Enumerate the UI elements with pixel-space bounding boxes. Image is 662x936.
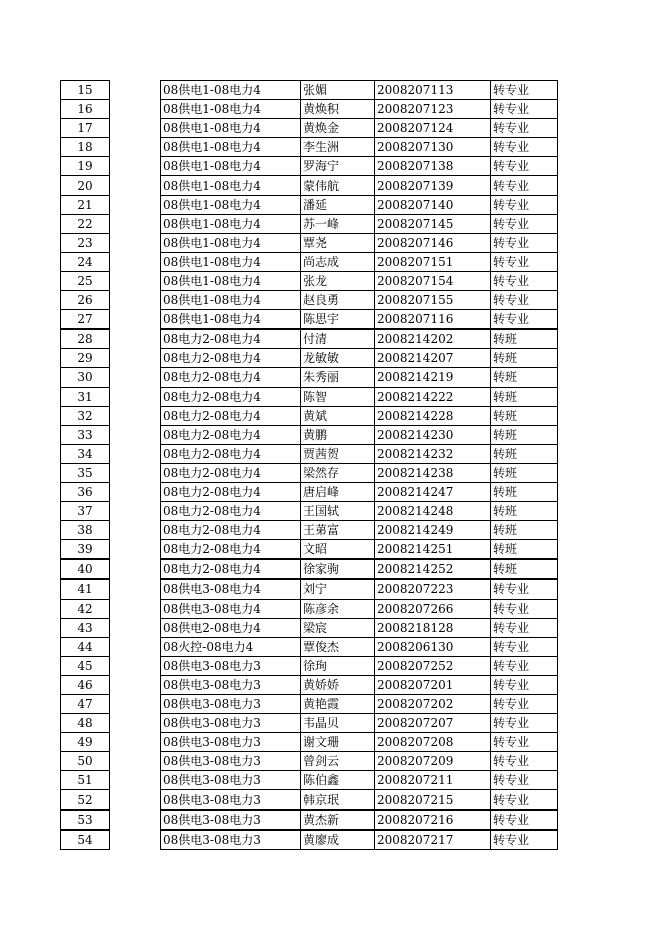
table-row xyxy=(61,100,558,119)
table-row xyxy=(61,444,558,463)
row-number-cell[interactable]: 54 xyxy=(61,830,110,850)
class-transfer-cell[interactable]: 08供电1-08电力4 xyxy=(161,195,301,214)
table-row xyxy=(61,349,558,368)
blank-cell[interactable] xyxy=(110,119,161,138)
student-id-cell[interactable]: 2008207202 xyxy=(375,695,491,714)
class-transfer-cell[interactable]: 08电力2-08电力4 xyxy=(161,540,301,560)
student-name-cell[interactable]: 韩京珉 xyxy=(301,790,375,810)
student-name-cell[interactable]: 梁然存 xyxy=(301,463,375,482)
transfer-type-cell[interactable]: 转班 xyxy=(491,502,558,521)
blank-cell[interactable] xyxy=(110,675,161,694)
table-row xyxy=(61,656,558,675)
student-name-cell[interactable]: 曾剑云 xyxy=(301,752,375,771)
row-number-cell[interactable]: 23 xyxy=(61,233,110,252)
student-id-cell[interactable]: 2008207146 xyxy=(375,233,491,252)
transfer-type-cell[interactable]: 转专业 xyxy=(491,675,558,694)
table-row xyxy=(61,579,558,599)
student-name-cell[interactable]: 黄鹏 xyxy=(301,425,375,444)
transfer-type-cell[interactable]: 转班 xyxy=(491,482,558,501)
student-id-cell[interactable]: 2008207217 xyxy=(375,830,491,850)
student-id-cell[interactable]: 2008207201 xyxy=(375,675,491,694)
student-id-cell[interactable]: 2008207252 xyxy=(375,656,491,675)
class-transfer-cell[interactable]: 08供电1-08电力4 xyxy=(161,310,301,330)
class-transfer-cell[interactable]: 08供电3-08电力3 xyxy=(161,656,301,675)
student-id-cell[interactable]: 2008214232 xyxy=(375,444,491,463)
class-transfer-cell[interactable]: 08供电2-08电力4 xyxy=(161,618,301,637)
student-name-cell[interactable]: 谢文珊 xyxy=(301,733,375,752)
table-row xyxy=(61,406,558,425)
table-row xyxy=(61,368,558,387)
table-row xyxy=(61,81,558,100)
transfer-type-cell[interactable]: 转专业 xyxy=(491,138,558,157)
student-name-cell[interactable]: 陈伯鑫 xyxy=(301,771,375,790)
class-transfer-cell[interactable]: 08电力2-08电力4 xyxy=(161,406,301,425)
row-number-cell[interactable]: 15 xyxy=(61,81,110,100)
row-number-cell[interactable]: 52 xyxy=(61,790,110,810)
row-number-cell[interactable]: 47 xyxy=(61,695,110,714)
transfer-type-cell[interactable]: 转专业 xyxy=(491,618,558,637)
student-name-cell[interactable]: 龙敏敏 xyxy=(301,349,375,368)
class-transfer-cell[interactable]: 08供电3-08电力3 xyxy=(161,771,301,790)
transfer-type-cell[interactable]: 转专业 xyxy=(491,695,558,714)
blank-cell[interactable] xyxy=(110,637,161,656)
student-id-cell[interactable]: 2008214252 xyxy=(375,559,491,579)
student-name-cell[interactable]: 黄杰新 xyxy=(301,810,375,830)
transfer-type-cell[interactable]: 转班 xyxy=(491,387,558,406)
class-transfer-cell[interactable]: 08供电1-08电力4 xyxy=(161,81,301,100)
blank-cell[interactable] xyxy=(110,387,161,406)
blank-cell[interactable] xyxy=(110,771,161,790)
transfer-type-cell[interactable]: 转专业 xyxy=(491,310,558,330)
class-transfer-cell[interactable]: 08供电1-08电力4 xyxy=(161,271,301,290)
row-number-cell[interactable]: 26 xyxy=(61,291,110,310)
class-transfer-cell[interactable]: 08火控-08电力4 xyxy=(161,637,301,656)
transfer-type-cell[interactable]: 转专业 xyxy=(491,790,558,810)
class-transfer-cell[interactable]: 08电力2-08电力4 xyxy=(161,559,301,579)
student-name-cell[interactable]: 徐家驹 xyxy=(301,559,375,579)
table-row xyxy=(61,157,558,176)
class-transfer-cell[interactable]: 08供电1-08电力4 xyxy=(161,157,301,176)
student-id-cell[interactable]: 2008207154 xyxy=(375,271,491,290)
student-name-cell[interactable]: 刘宁 xyxy=(301,579,375,599)
row-number-cell[interactable]: 50 xyxy=(61,752,110,771)
blank-cell[interactable] xyxy=(110,482,161,501)
row-number-cell[interactable]: 35 xyxy=(61,463,110,482)
class-transfer-cell[interactable]: 08供电3-08电力3 xyxy=(161,675,301,694)
student-name-cell[interactable]: 付清 xyxy=(301,329,375,349)
student-id-cell[interactable]: 2008214230 xyxy=(375,425,491,444)
transfer-type-cell[interactable]: 转专业 xyxy=(491,830,558,850)
student-name-cell[interactable]: 黄娇娇 xyxy=(301,675,375,694)
blank-cell[interactable] xyxy=(110,540,161,560)
student-name-cell[interactable]: 罗海宁 xyxy=(301,157,375,176)
transfer-type-cell[interactable]: 转班 xyxy=(491,425,558,444)
table-row xyxy=(61,291,558,310)
row-number-cell[interactable]: 21 xyxy=(61,195,110,214)
row-number-cell[interactable]: 24 xyxy=(61,252,110,271)
student-transfer-table xyxy=(60,80,558,850)
table-row xyxy=(61,138,558,157)
row-number-cell[interactable]: 18 xyxy=(61,138,110,157)
transfer-type-cell[interactable]: 转班 xyxy=(491,406,558,425)
table-row xyxy=(61,695,558,714)
student-name-cell[interactable]: 李生洲 xyxy=(301,138,375,157)
row-number-cell[interactable]: 20 xyxy=(61,176,110,195)
class-transfer-cell[interactable]: 08供电3-08电力3 xyxy=(161,830,301,850)
student-name-cell[interactable]: 覃尧 xyxy=(301,233,375,252)
student-id-cell[interactable]: 2008207266 xyxy=(375,599,491,618)
student-name-cell[interactable]: 唐启峰 xyxy=(301,482,375,501)
student-name-cell[interactable]: 陈智 xyxy=(301,387,375,406)
blank-cell[interactable] xyxy=(110,138,161,157)
class-transfer-cell[interactable]: 08供电1-08电力4 xyxy=(161,138,301,157)
row-number-cell[interactable]: 53 xyxy=(61,810,110,830)
transfer-type-cell[interactable]: 转专业 xyxy=(491,100,558,119)
blank-cell[interactable] xyxy=(110,233,161,252)
student-id-cell[interactable]: 2008214219 xyxy=(375,368,491,387)
table-row xyxy=(61,310,558,330)
class-transfer-cell[interactable]: 08供电3-08电力3 xyxy=(161,733,301,752)
row-number-cell[interactable]: 49 xyxy=(61,733,110,752)
student-id-cell[interactable]: 2008214207 xyxy=(375,349,491,368)
transfer-type-cell[interactable]: 转专业 xyxy=(491,233,558,252)
class-transfer-cell[interactable]: 08供电3-08电力3 xyxy=(161,810,301,830)
blank-cell[interactable] xyxy=(110,599,161,618)
transfer-type-cell[interactable]: 转专业 xyxy=(491,252,558,271)
student-id-cell[interactable]: 2008207207 xyxy=(375,714,491,733)
transfer-type-cell[interactable]: 转专业 xyxy=(491,176,558,195)
class-transfer-cell[interactable]: 08供电1-08电力4 xyxy=(161,176,301,195)
student-name-cell[interactable]: 苏一峰 xyxy=(301,214,375,233)
table-row xyxy=(61,195,558,214)
student-name-cell[interactable]: 徐珣 xyxy=(301,656,375,675)
blank-cell[interactable] xyxy=(110,714,161,733)
row-number-cell[interactable]: 36 xyxy=(61,482,110,501)
table-row xyxy=(61,714,558,733)
blank-cell[interactable] xyxy=(110,810,161,830)
student-id-cell[interactable]: 2008207223 xyxy=(375,579,491,599)
transfer-type-cell[interactable]: 转专业 xyxy=(491,771,558,790)
row-number-cell[interactable]: 25 xyxy=(61,271,110,290)
student-id-cell[interactable]: 2008207211 xyxy=(375,771,491,790)
transfer-type-cell[interactable]: 转专业 xyxy=(491,195,558,214)
table-row xyxy=(61,771,558,790)
row-number-cell[interactable]: 37 xyxy=(61,502,110,521)
student-id-cell[interactable]: 2008207140 xyxy=(375,195,491,214)
table-row xyxy=(61,559,558,579)
transfer-type-cell[interactable]: 转班 xyxy=(491,444,558,463)
student-id-cell[interactable]: 2008207123 xyxy=(375,100,491,119)
class-transfer-cell[interactable]: 08供电1-08电力4 xyxy=(161,100,301,119)
row-number-cell[interactable]: 43 xyxy=(61,618,110,637)
class-transfer-cell[interactable]: 08电力2-08电力4 xyxy=(161,444,301,463)
student-name-cell[interactable]: 覃俊杰 xyxy=(301,637,375,656)
blank-cell[interactable] xyxy=(110,618,161,637)
transfer-type-cell[interactable]: 转专业 xyxy=(491,291,558,310)
row-number-cell[interactable]: 44 xyxy=(61,637,110,656)
table-row xyxy=(61,252,558,271)
transfer-type-cell[interactable]: 转专业 xyxy=(491,599,558,618)
blank-cell[interactable] xyxy=(110,291,161,310)
class-transfer-cell[interactable]: 08供电1-08电力4 xyxy=(161,252,301,271)
student-id-cell[interactable]: 2008214238 xyxy=(375,463,491,482)
class-transfer-cell[interactable]: 08电力2-08电力4 xyxy=(161,329,301,349)
student-id-cell[interactable]: 2008207209 xyxy=(375,752,491,771)
student-id-cell[interactable]: 2008207124 xyxy=(375,119,491,138)
blank-cell[interactable] xyxy=(110,349,161,368)
table-row xyxy=(61,463,558,482)
transfer-type-cell[interactable]: 转班 xyxy=(491,349,558,368)
blank-cell[interactable] xyxy=(110,406,161,425)
transfer-type-cell[interactable]: 转专业 xyxy=(491,733,558,752)
blank-cell[interactable] xyxy=(110,100,161,119)
table-row xyxy=(61,733,558,752)
transfer-type-cell[interactable]: 转班 xyxy=(491,521,558,540)
student-name-cell[interactable]: 黄廖成 xyxy=(301,830,375,850)
student-id-cell[interactable]: 2008207151 xyxy=(375,252,491,271)
transfer-type-cell[interactable]: 转专业 xyxy=(491,214,558,233)
student-name-cell[interactable]: 黄焕积 xyxy=(301,100,375,119)
table-row xyxy=(61,233,558,252)
student-id-cell[interactable]: 2008214249 xyxy=(375,521,491,540)
row-number-cell[interactable]: 34 xyxy=(61,444,110,463)
table-row xyxy=(61,540,558,560)
transfer-type-cell[interactable]: 转专业 xyxy=(491,579,558,599)
row-number-cell[interactable]: 45 xyxy=(61,656,110,675)
row-number-cell[interactable]: 41 xyxy=(61,579,110,599)
student-name-cell[interactable]: 赵良勇 xyxy=(301,291,375,310)
transfer-type-cell[interactable]: 转专业 xyxy=(491,637,558,656)
student-id-cell[interactable]: 2008207155 xyxy=(375,291,491,310)
student-name-cell[interactable]: 王国轼 xyxy=(301,502,375,521)
transfer-type-cell[interactable]: 转专业 xyxy=(491,810,558,830)
class-transfer-cell[interactable]: 08电力2-08电力4 xyxy=(161,463,301,482)
student-id-cell[interactable]: 2008214248 xyxy=(375,502,491,521)
student-id-cell[interactable]: 2008207130 xyxy=(375,138,491,157)
student-name-cell[interactable]: 贾茜贺 xyxy=(301,444,375,463)
blank-cell[interactable] xyxy=(110,157,161,176)
table-row xyxy=(61,214,558,233)
student-name-cell[interactable]: 文昭 xyxy=(301,540,375,560)
row-number-cell[interactable]: 29 xyxy=(61,349,110,368)
student-id-cell[interactable]: 2008214202 xyxy=(375,329,491,349)
class-transfer-cell[interactable]: 08供电3-08电力4 xyxy=(161,599,301,618)
student-name-cell[interactable]: 张媚 xyxy=(301,81,375,100)
blank-cell[interactable] xyxy=(110,310,161,330)
table-row xyxy=(61,176,558,195)
student-name-cell[interactable]: 黄斌 xyxy=(301,406,375,425)
table-row xyxy=(61,521,558,540)
class-transfer-cell[interactable]: 08电力2-08电力4 xyxy=(161,387,301,406)
student-id-cell[interactable]: 2008207139 xyxy=(375,176,491,195)
row-number-cell[interactable]: 30 xyxy=(61,368,110,387)
student-name-cell[interactable]: 韦晶贝 xyxy=(301,714,375,733)
blank-cell[interactable] xyxy=(110,752,161,771)
blank-cell[interactable] xyxy=(110,81,161,100)
blank-cell[interactable] xyxy=(110,656,161,675)
class-transfer-cell[interactable]: 08电力2-08电力4 xyxy=(161,521,301,540)
transfer-type-cell[interactable]: 转专业 xyxy=(491,271,558,290)
class-transfer-cell[interactable]: 08供电3-08电力4 xyxy=(161,579,301,599)
student-name-cell[interactable]: 陈思宇 xyxy=(301,310,375,330)
student-id-cell[interactable]: 2008214228 xyxy=(375,406,491,425)
blank-cell[interactable] xyxy=(110,444,161,463)
student-name-cell[interactable]: 黄艳霞 xyxy=(301,695,375,714)
transfer-type-cell[interactable]: 转专业 xyxy=(491,157,558,176)
table-row xyxy=(61,599,558,618)
table-row xyxy=(61,810,558,830)
student-id-cell[interactable]: 2008214247 xyxy=(375,482,491,501)
transfer-type-cell[interactable]: 转班 xyxy=(491,540,558,560)
table-row xyxy=(61,675,558,694)
blank-cell[interactable] xyxy=(110,176,161,195)
table-row xyxy=(61,502,558,521)
class-transfer-cell[interactable]: 08电力2-08电力4 xyxy=(161,502,301,521)
class-transfer-cell[interactable]: 08供电3-08电力3 xyxy=(161,790,301,810)
table-row xyxy=(61,637,558,656)
table-row xyxy=(61,830,558,850)
row-number-cell[interactable]: 39 xyxy=(61,540,110,560)
blank-cell[interactable] xyxy=(110,559,161,579)
class-transfer-cell[interactable]: 08供电3-08电力3 xyxy=(161,752,301,771)
transfer-type-cell[interactable]: 转专业 xyxy=(491,752,558,771)
student-name-cell[interactable]: 梁宸 xyxy=(301,618,375,637)
transfer-type-cell[interactable]: 转专业 xyxy=(491,119,558,138)
student-id-cell[interactable]: 2008207208 xyxy=(375,733,491,752)
blank-cell[interactable] xyxy=(110,733,161,752)
blank-cell[interactable] xyxy=(110,830,161,850)
class-transfer-cell[interactable]: 08电力2-08电力4 xyxy=(161,349,301,368)
blank-cell[interactable] xyxy=(110,579,161,599)
blank-cell[interactable] xyxy=(110,195,161,214)
blank-cell[interactable] xyxy=(110,214,161,233)
student-id-cell[interactable]: 2008207145 xyxy=(375,214,491,233)
student-id-cell[interactable]: 2008207116 xyxy=(375,310,491,330)
student-name-cell[interactable]: 蒙伟航 xyxy=(301,176,375,195)
class-transfer-cell[interactable]: 08电力2-08电力4 xyxy=(161,425,301,444)
blank-cell[interactable] xyxy=(110,521,161,540)
row-number-cell[interactable]: 27 xyxy=(61,310,110,330)
table-row xyxy=(61,425,558,444)
student-id-cell[interactable]: 2008206130 xyxy=(375,637,491,656)
row-number-cell[interactable]: 33 xyxy=(61,425,110,444)
blank-cell[interactable] xyxy=(110,463,161,482)
blank-cell[interactable] xyxy=(110,695,161,714)
table-row xyxy=(61,752,558,771)
row-number-cell[interactable]: 16 xyxy=(61,100,110,119)
student-name-cell[interactable]: 朱秀丽 xyxy=(301,368,375,387)
class-transfer-cell[interactable]: 08供电1-08电力4 xyxy=(161,119,301,138)
row-number-cell[interactable]: 22 xyxy=(61,214,110,233)
row-number-cell[interactable]: 28 xyxy=(61,329,110,349)
blank-cell[interactable] xyxy=(110,252,161,271)
table-row xyxy=(61,482,558,501)
student-name-cell[interactable]: 黄焕金 xyxy=(301,119,375,138)
row-number-cell[interactable]: 51 xyxy=(61,771,110,790)
class-transfer-cell[interactable]: 08电力2-08电力4 xyxy=(161,482,301,501)
row-number-cell[interactable]: 40 xyxy=(61,559,110,579)
student-id-cell[interactable]: 2008207215 xyxy=(375,790,491,810)
class-transfer-cell[interactable]: 08供电3-08电力3 xyxy=(161,695,301,714)
student-name-cell[interactable]: 张龙 xyxy=(301,271,375,290)
table-row xyxy=(61,618,558,637)
class-transfer-cell[interactable]: 08电力2-08电力4 xyxy=(161,368,301,387)
transfer-type-cell[interactable]: 转班 xyxy=(491,329,558,349)
row-number-cell[interactable]: 17 xyxy=(61,119,110,138)
row-number-cell[interactable]: 46 xyxy=(61,675,110,694)
transfer-type-cell[interactable]: 转班 xyxy=(491,463,558,482)
student-name-cell[interactable]: 王苐富 xyxy=(301,521,375,540)
student-id-cell[interactable]: 2008207113 xyxy=(375,81,491,100)
blank-cell[interactable] xyxy=(110,790,161,810)
transfer-type-cell[interactable]: 转专业 xyxy=(491,714,558,733)
table-row xyxy=(61,119,558,138)
blank-cell[interactable] xyxy=(110,329,161,349)
transfer-type-cell[interactable]: 转专业 xyxy=(491,656,558,675)
transfer-type-cell[interactable]: 转专业 xyxy=(491,81,558,100)
student-id-cell[interactable]: 2008214222 xyxy=(375,387,491,406)
blank-cell[interactable] xyxy=(110,425,161,444)
class-transfer-cell[interactable]: 08供电3-08电力3 xyxy=(161,714,301,733)
student-name-cell[interactable]: 陈彦余 xyxy=(301,599,375,618)
table-row xyxy=(61,329,558,349)
student-name-cell[interactable]: 潘延 xyxy=(301,195,375,214)
table-row xyxy=(61,387,558,406)
blank-cell[interactable] xyxy=(110,368,161,387)
student-id-cell[interactable]: 2008207216 xyxy=(375,810,491,830)
table-row xyxy=(61,271,558,290)
student-name-cell[interactable]: 尚志成 xyxy=(301,252,375,271)
row-number-cell[interactable]: 48 xyxy=(61,714,110,733)
student-id-cell[interactable]: 2008214251 xyxy=(375,540,491,560)
transfer-type-cell[interactable]: 转班 xyxy=(491,559,558,579)
row-number-cell[interactable]: 38 xyxy=(61,521,110,540)
class-transfer-cell[interactable]: 08供电1-08电力4 xyxy=(161,291,301,310)
class-transfer-cell[interactable]: 08供电1-08电力4 xyxy=(161,214,301,233)
class-transfer-cell[interactable]: 08供电1-08电力4 xyxy=(161,233,301,252)
row-number-cell[interactable]: 42 xyxy=(61,599,110,618)
transfer-type-cell[interactable]: 转班 xyxy=(491,368,558,387)
student-id-cell[interactable]: 2008218128 xyxy=(375,618,491,637)
blank-cell[interactable] xyxy=(110,502,161,521)
blank-cell[interactable] xyxy=(110,271,161,290)
row-number-cell[interactable]: 19 xyxy=(61,157,110,176)
student-id-cell[interactable]: 2008207138 xyxy=(375,157,491,176)
row-number-cell[interactable]: 31 xyxy=(61,387,110,406)
row-number-cell[interactable]: 32 xyxy=(61,406,110,425)
table-row xyxy=(61,790,558,810)
